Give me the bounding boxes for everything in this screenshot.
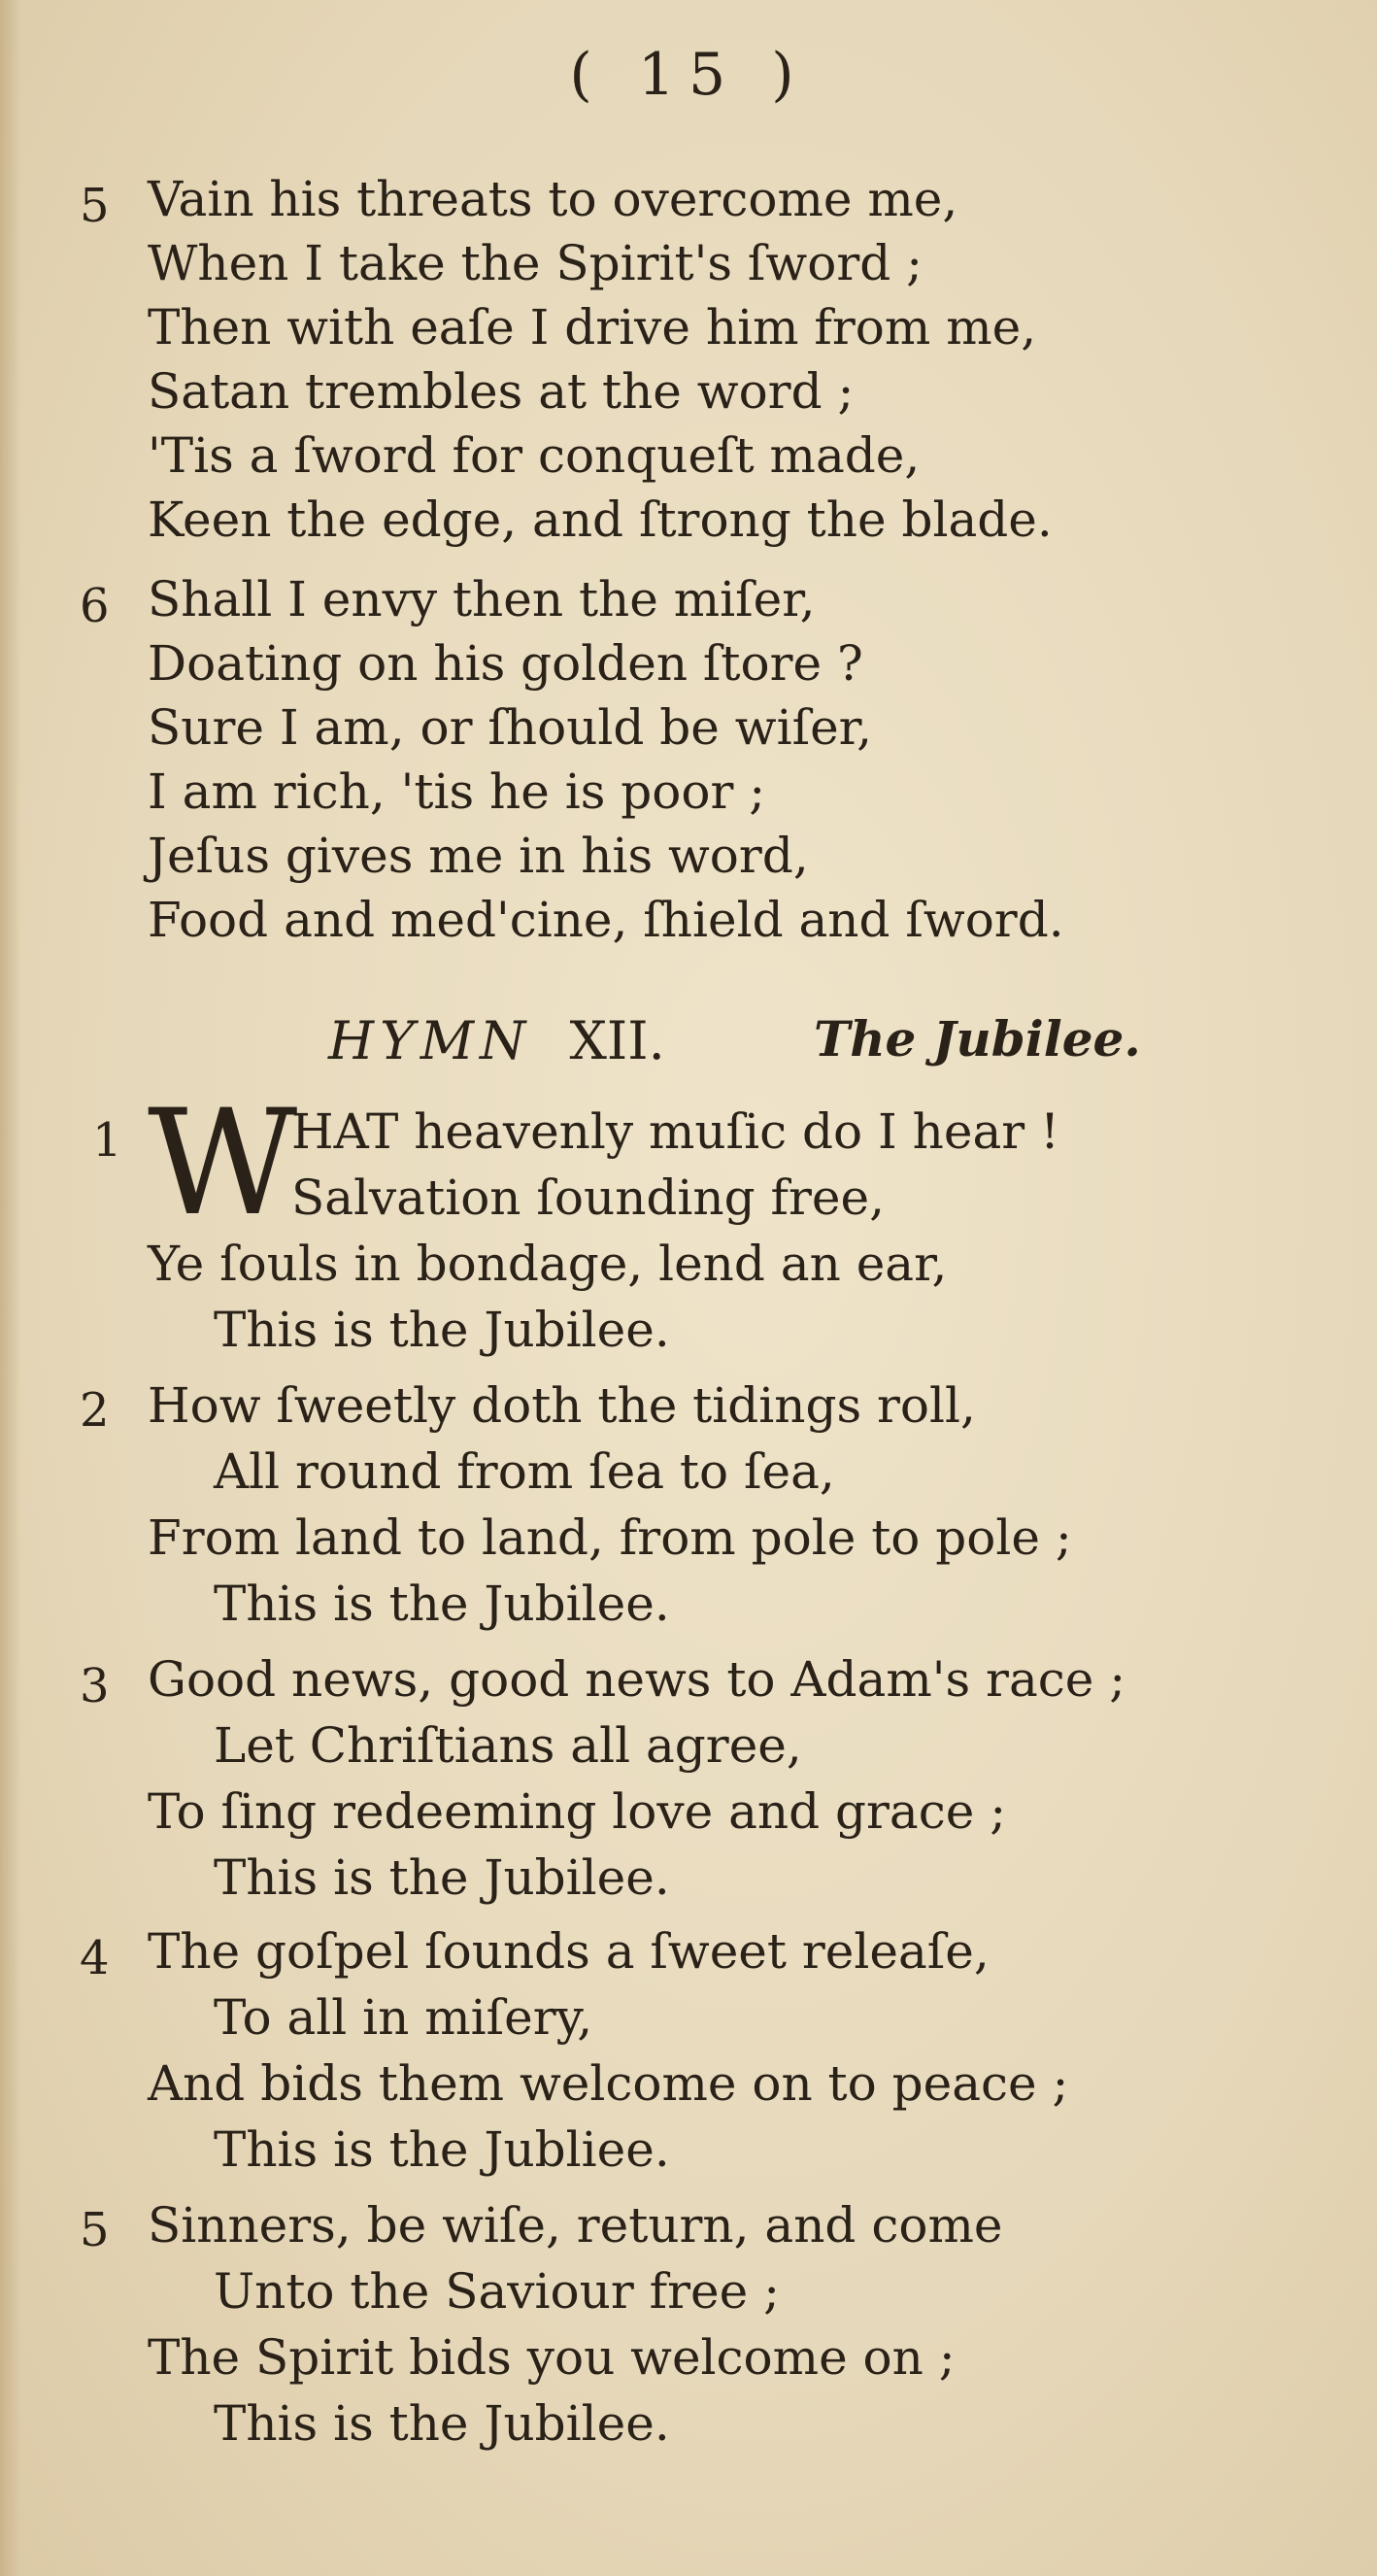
- verse-line: This is the Jubilee.: [214, 1302, 670, 1358]
- verse-line: Salvation ſounding free,: [291, 1169, 885, 1226]
- verse-line: When I take the Spirit's ſword ;: [148, 235, 923, 291]
- verse-line: To ſing redeeming love and grace ;: [148, 1783, 1007, 1840]
- stanza-number: 6: [80, 579, 110, 633]
- verse-line: The Spirit bids you welcome on ;: [148, 2329, 956, 2386]
- verse-line: And bids them welcome on to peace ;: [148, 2055, 1069, 2112]
- verse-line: Shall I envy then the miſer,: [148, 571, 816, 627]
- verse-line: Satan trembles at the word ;: [148, 363, 855, 420]
- verse-line: Ye ſouls in bondage, lend an ear,: [148, 1236, 948, 1292]
- verse-line: Jeſus gives me in his word,: [148, 828, 809, 884]
- hymn-subtitle: The Jubilee.: [814, 1010, 1141, 1068]
- verse-line: All round from ſea to ſea,: [214, 1443, 835, 1500]
- verse-line: The goſpel ſounds a ſweet releaſe,: [148, 1923, 990, 1980]
- verse-line: Vain his threats to overcome me,: [148, 171, 958, 227]
- verse-line: Doating on his golden ſtore ?: [148, 635, 863, 692]
- page-binding-edge: [0, 0, 21, 2576]
- verse-line: Food and med'cine, ſhield and ſword.: [148, 892, 1064, 948]
- verse-line: This is the Jubliee.: [214, 2121, 670, 2178]
- stanza-number: 1: [92, 1113, 122, 1168]
- verse-line: To all in miſery,: [214, 1989, 593, 2046]
- verse-line: Sinners, be wiſe, return, and come: [148, 2197, 1003, 2254]
- verse-line: This is the Jubilee.: [214, 1576, 670, 1632]
- verse-line: From land to land, from pole to pole ;: [148, 1509, 1072, 1566]
- hymn-roman-numeral: XII.: [569, 1010, 665, 1071]
- verse-line: Unto the Saviour free ;: [214, 2263, 780, 2320]
- stanza-number: 2: [80, 1383, 110, 1438]
- verse-line: This is the Jubilee.: [214, 1849, 670, 1906]
- verse-line: Let Chriſtians all agree,: [214, 1717, 802, 1774]
- drop-cap: W: [148, 1079, 298, 1248]
- stanza-number: 5: [80, 179, 110, 233]
- verse-line: Keen the edge, and ſtrong the blade.: [148, 491, 1053, 548]
- verse-line: Sure I am, or ſhould be wiſer,: [148, 699, 872, 756]
- stanza-number: 5: [80, 2203, 110, 2257]
- verse-line: This is the Jubilee.: [214, 2395, 670, 2452]
- verse-line: 'Tis a ſword for conqueſt made,: [148, 427, 921, 484]
- stanza-number: 3: [80, 1659, 110, 1713]
- stanza-number: 4: [80, 1931, 110, 1985]
- hymn-heading: [328, 1010, 665, 1071]
- verse-line: How ſweetly doth the tidings roll,: [148, 1377, 976, 1434]
- verse-line: Good news, good news to Adam's race ;: [148, 1651, 1126, 1708]
- hymn-label: HYMN: [328, 1010, 532, 1071]
- verse-line: HAT heavenly muſic do I hear !: [291, 1103, 1060, 1160]
- page-number: ( 15 ): [569, 41, 808, 109]
- verse-line: I am rich, 'tis he is poor ;: [148, 763, 766, 820]
- verse-line: Then with eaſe I drive him from me,: [148, 299, 1037, 356]
